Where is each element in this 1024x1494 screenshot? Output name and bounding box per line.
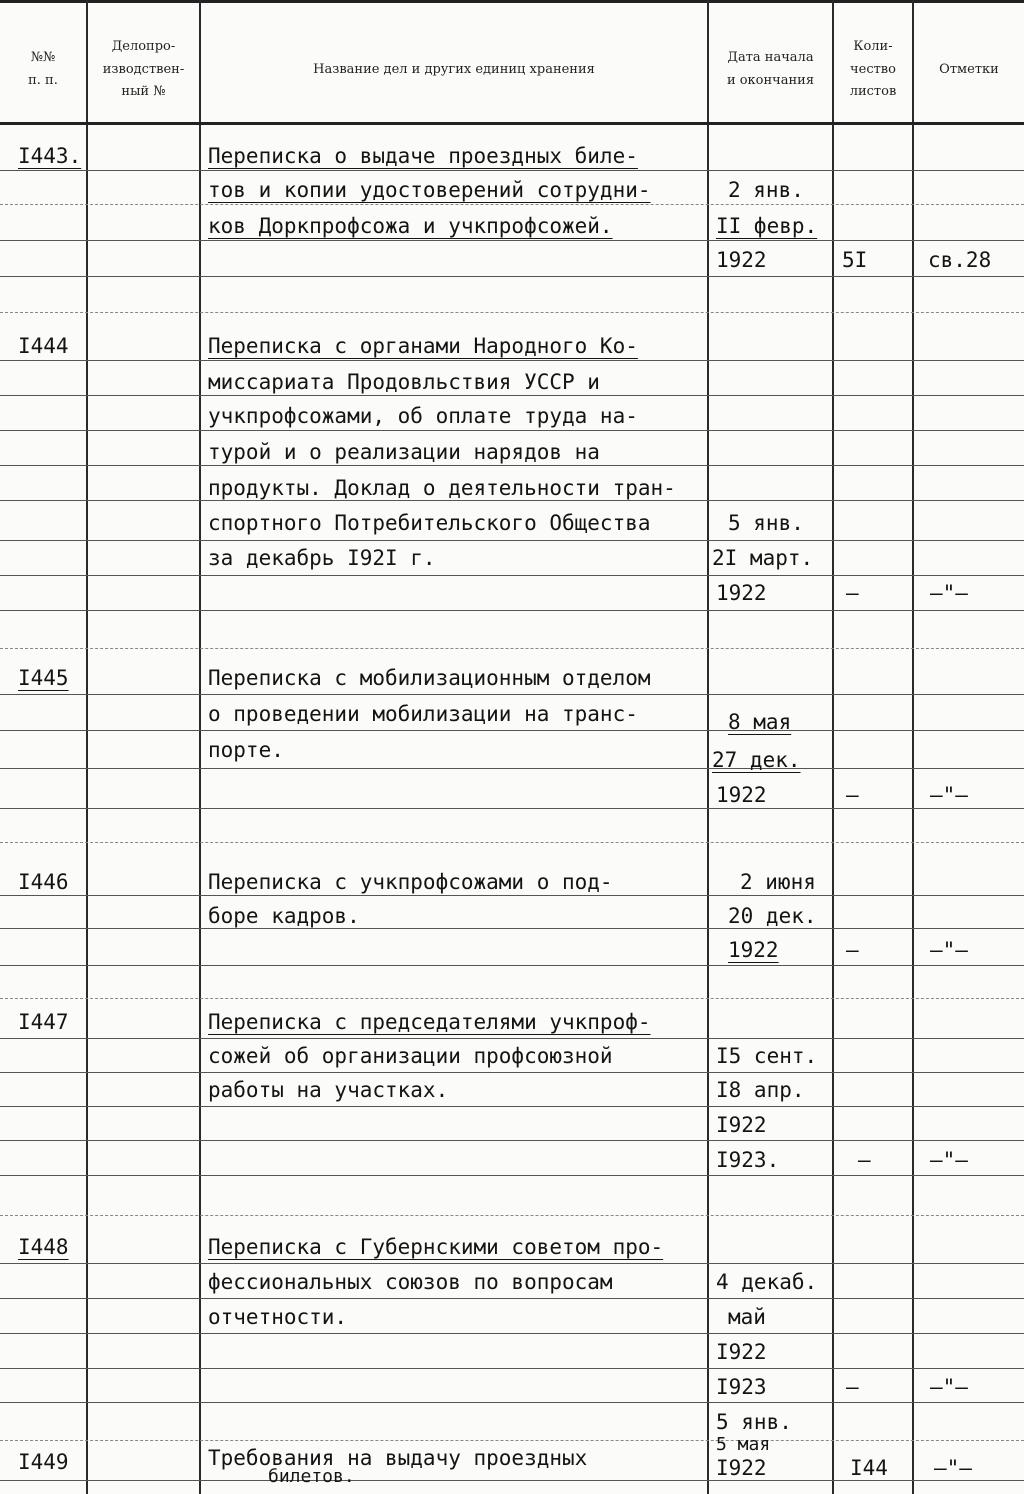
entry-sheets: –	[846, 783, 859, 807]
entry-title-line: Переписка с Губернскими советом про-	[208, 1235, 664, 1259]
entry-date-year: I922	[716, 1456, 767, 1480]
entry-title-line: Переписка с мобилизационным отделом	[208, 666, 651, 690]
entry-title-line: Переписка с учкпрофсожами о под-	[208, 870, 613, 894]
entry-title-line: тов и копии удостоверений сотрудни-	[208, 178, 651, 202]
column-rule	[86, 0, 88, 1494]
entry-date-end: 20 дек.	[728, 904, 817, 928]
entry-title-line: сожей об организации профсоюзной	[208, 1044, 613, 1068]
column-rule	[912, 0, 914, 1494]
entry-date-year: 1922	[728, 938, 779, 962]
entry-number: I445	[18, 666, 69, 690]
entry-title-line: за декабрь I92I г.	[208, 546, 436, 570]
entry-date-start: 5 янв.	[716, 1410, 792, 1434]
entry-date-end: май	[728, 1305, 766, 1329]
entry-date-start: 4 декаб.	[716, 1270, 818, 1294]
header-office-number: Делопро- изводствен- ный №	[102, 38, 185, 100]
entry-date-year: I922	[716, 1340, 767, 1364]
entry-date-end: 5 мая	[716, 1434, 771, 1455]
entry-notes: св.28	[928, 248, 992, 272]
entry-date-year: 1922	[716, 581, 767, 605]
header-sheets: Коли- чество листов	[849, 38, 897, 100]
entry-title-line: порте.	[208, 738, 284, 762]
entry-notes: –"–	[930, 783, 968, 807]
entry-title-line: фессиональных союзов по вопросам	[208, 1270, 613, 1294]
entry-number: I447	[18, 1010, 69, 1034]
entry-number: I446	[18, 870, 69, 894]
entry-notes: –"–	[934, 1456, 972, 1480]
entry-title-line: Переписка с органами Народного Ко-	[208, 334, 638, 358]
column-rule	[707, 0, 709, 1494]
entry-sheets: –	[846, 938, 859, 962]
entry-sheets: –	[858, 1148, 871, 1172]
header-divider	[0, 122, 1024, 125]
entry-date-end: 2I март.	[712, 546, 814, 570]
entry-sheets: –	[846, 1375, 859, 1399]
top-border	[0, 0, 1024, 3]
entry-date-year: I923.	[716, 1148, 780, 1172]
entry-date-start: I5 сент.	[716, 1044, 818, 1068]
entry-date-start: 2 янв.	[728, 178, 804, 202]
entry-title-line: отчетности.	[208, 1305, 348, 1329]
entry-notes: –"–	[930, 1375, 968, 1399]
entry-number: I449	[18, 1450, 69, 1474]
header-dates: Дата начала и окончания	[726, 50, 815, 88]
entry-date-start: 5 янв.	[728, 511, 804, 535]
entry-title-line: миссариата Продовльствия УССР и	[208, 370, 600, 394]
entry-notes: –"–	[930, 938, 968, 962]
entry-number: I444	[18, 334, 69, 358]
header-title: Название дел и других единиц хранения	[313, 61, 595, 77]
entry-title-line: Требования на выдачу проездных	[208, 1446, 588, 1470]
entry-date-year: 1922	[716, 783, 767, 807]
entry-date-end: 27 дек.	[712, 748, 801, 772]
entry-date-start: 2 июня	[740, 870, 816, 894]
entry-title-line: турой и о реализации нарядов на	[208, 440, 600, 464]
entry-sheets: 5I	[842, 248, 868, 272]
column-rule	[199, 0, 201, 1494]
entry-title-line: продукты. Доклад о деятельности тран-	[208, 476, 676, 500]
entry-title-line: Переписка о выдаче проездных биле-	[208, 144, 638, 168]
entry-title-line: спортного Потребительского Общества	[208, 511, 651, 535]
entry-title-line: ков Доркпрофсожа и учкпрофсожей.	[208, 214, 613, 238]
entry-date-end: I8 апр.	[716, 1078, 805, 1102]
entry-sheets: –	[846, 581, 859, 605]
entry-title-line: Переписка с председателями учкпроф-	[208, 1010, 651, 1034]
entry-title-line: билетов.	[268, 1466, 355, 1487]
entry-sheets: I44	[850, 1456, 888, 1480]
entry-number: I443.	[18, 144, 82, 168]
entry-notes: –"–	[930, 581, 968, 605]
column-rule	[832, 0, 834, 1494]
entry-title-line: о проведении мобилизации на транс-	[208, 702, 638, 726]
entry-date-end: II февр.	[716, 214, 818, 238]
entry-date-year: I922	[716, 1113, 767, 1137]
entry-title-line: боре кадров.	[208, 904, 360, 928]
header-number: №№ п. п.	[28, 50, 58, 88]
entry-title-line: учкпрофсожами, об оплате труда на-	[208, 404, 638, 428]
entry-title-line: работы на участках.	[208, 1078, 449, 1102]
entry-notes: –"–	[930, 1148, 968, 1172]
header-notes: Отметки	[939, 61, 999, 77]
entry-date-start: 8 мая	[728, 710, 792, 734]
entry-number: I448	[18, 1235, 69, 1259]
entry-date-year: I923	[716, 1375, 767, 1399]
entry-date-year: 1922	[716, 248, 767, 272]
